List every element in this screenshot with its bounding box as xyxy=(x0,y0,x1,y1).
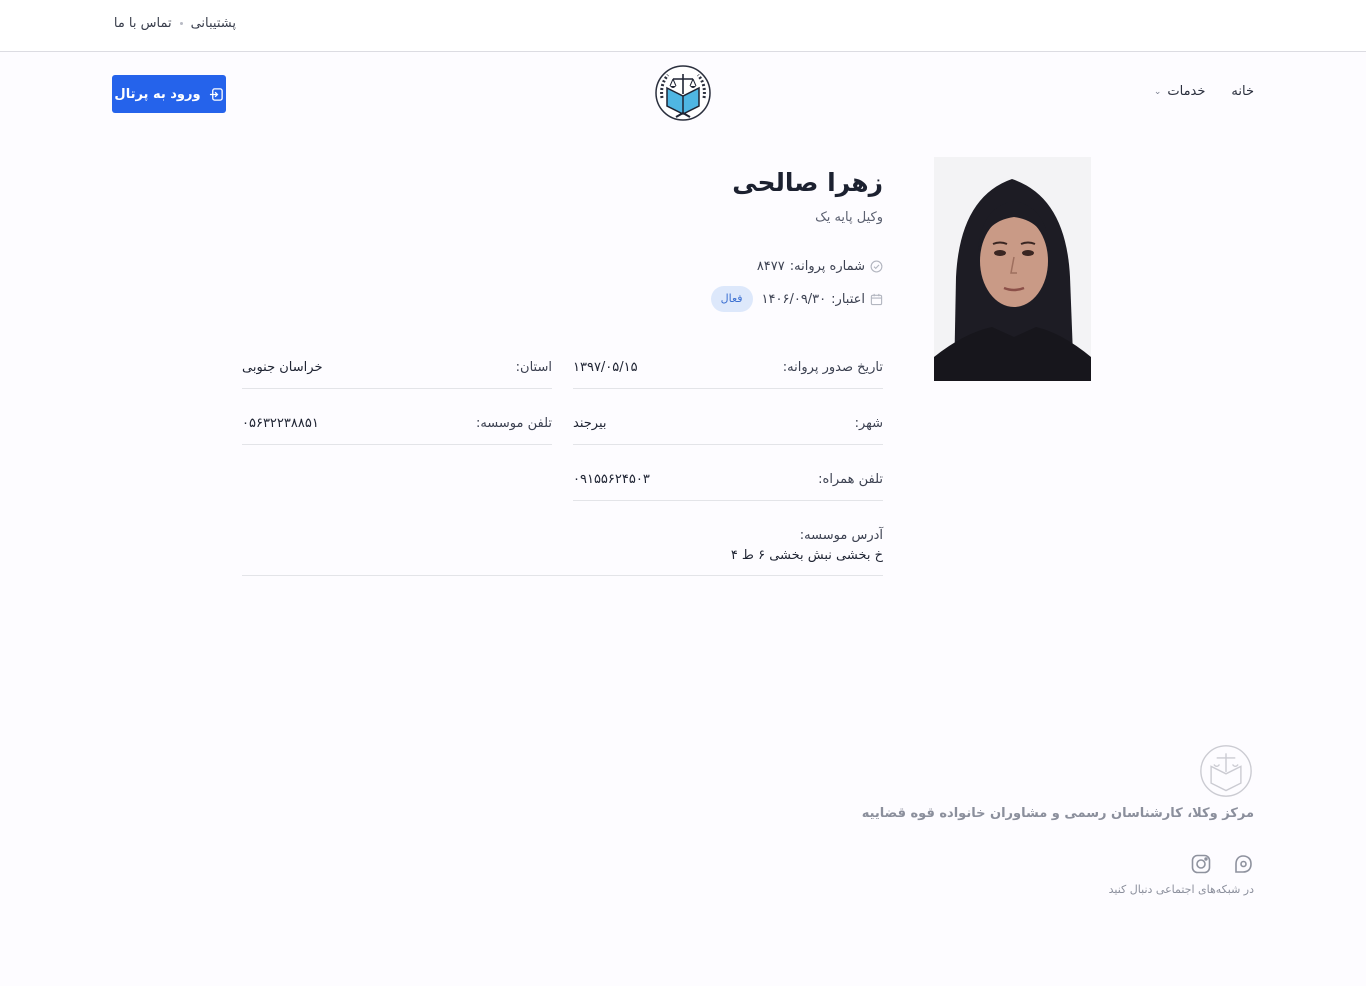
validity-row xyxy=(711,286,883,312)
judiciary-logo[interactable] xyxy=(654,64,712,122)
top-bar xyxy=(0,0,1366,52)
issue-date-field xyxy=(573,357,883,389)
address-label: آدرس موسسه: xyxy=(799,528,883,543)
chevron-down-icon: ⌄ xyxy=(1153,86,1162,97)
office-phone-field xyxy=(242,413,552,445)
check-circle-icon xyxy=(870,260,883,273)
portal-button-label: ورود به پرتال xyxy=(114,86,201,102)
issue-date-value: ۱۳۹۷/۰۵/۱۵ xyxy=(573,360,638,375)
city-field xyxy=(573,413,883,445)
lawyer-title: وکیل پایه یک xyxy=(815,210,883,225)
bale-icon[interactable] xyxy=(1232,853,1254,875)
office-phone-label: تلفن موسسه: xyxy=(475,416,552,431)
province-label: استان: xyxy=(515,360,552,375)
mobile-label: تلفن همراه: xyxy=(818,472,883,487)
validity-label: اعتبار: xyxy=(831,291,865,307)
city-label: شهر: xyxy=(854,416,883,431)
issue-date-label: تاریخ صدور پروانه: xyxy=(782,360,883,375)
footer-title: مرکز وکلا، کارشناسان رسمی و مشاوران خانواده قوه قضاییه xyxy=(861,806,1254,821)
social-follow-text: در شبکه‌های اجتماعی دنبال کنید xyxy=(1108,883,1254,896)
license-label: شماره پروانه: xyxy=(789,259,865,274)
nav-services[interactable] xyxy=(1154,84,1206,99)
contact-link[interactable]: تماس با ما xyxy=(113,16,172,31)
social-links xyxy=(1190,853,1254,875)
nav-home[interactable]: خانه xyxy=(1231,84,1254,99)
nav-services-label: خدمات xyxy=(1167,84,1206,99)
login-icon xyxy=(209,87,224,102)
support-link[interactable]: پشتیبانی xyxy=(190,16,236,31)
license-number-row xyxy=(757,259,883,274)
footer-logo xyxy=(1199,744,1253,798)
province-value: خراسان جنوبی xyxy=(242,360,323,375)
license-value: ۸۴۷۷ xyxy=(756,259,785,274)
mobile-field xyxy=(573,469,883,501)
instagram-icon[interactable] xyxy=(1190,853,1212,875)
lawyer-photo xyxy=(934,157,1091,381)
calendar-icon xyxy=(870,293,883,306)
top-links xyxy=(114,16,236,31)
main-header xyxy=(0,52,1366,136)
address-field xyxy=(242,528,883,576)
city-value: بیرجند xyxy=(573,416,607,431)
mobile-value: ۰۹۱۵۵۶۲۴۵۰۳ xyxy=(573,472,650,487)
province-field xyxy=(242,357,552,389)
address-value: خ بخشی نبش بخشی ۶ ط ۴ xyxy=(730,548,883,563)
office-phone-value: ۰۵۶۳۲۲۳۸۸۵۱ xyxy=(242,416,319,431)
status-badge: فعال xyxy=(711,286,753,312)
main-nav xyxy=(1154,84,1254,99)
lawyer-name: زهرا صالحی xyxy=(732,168,883,197)
separator-dot xyxy=(180,22,183,25)
portal-login-button[interactable] xyxy=(112,75,226,113)
validity-value: ۱۴۰۶/۰۹/۳۰ xyxy=(761,291,827,307)
